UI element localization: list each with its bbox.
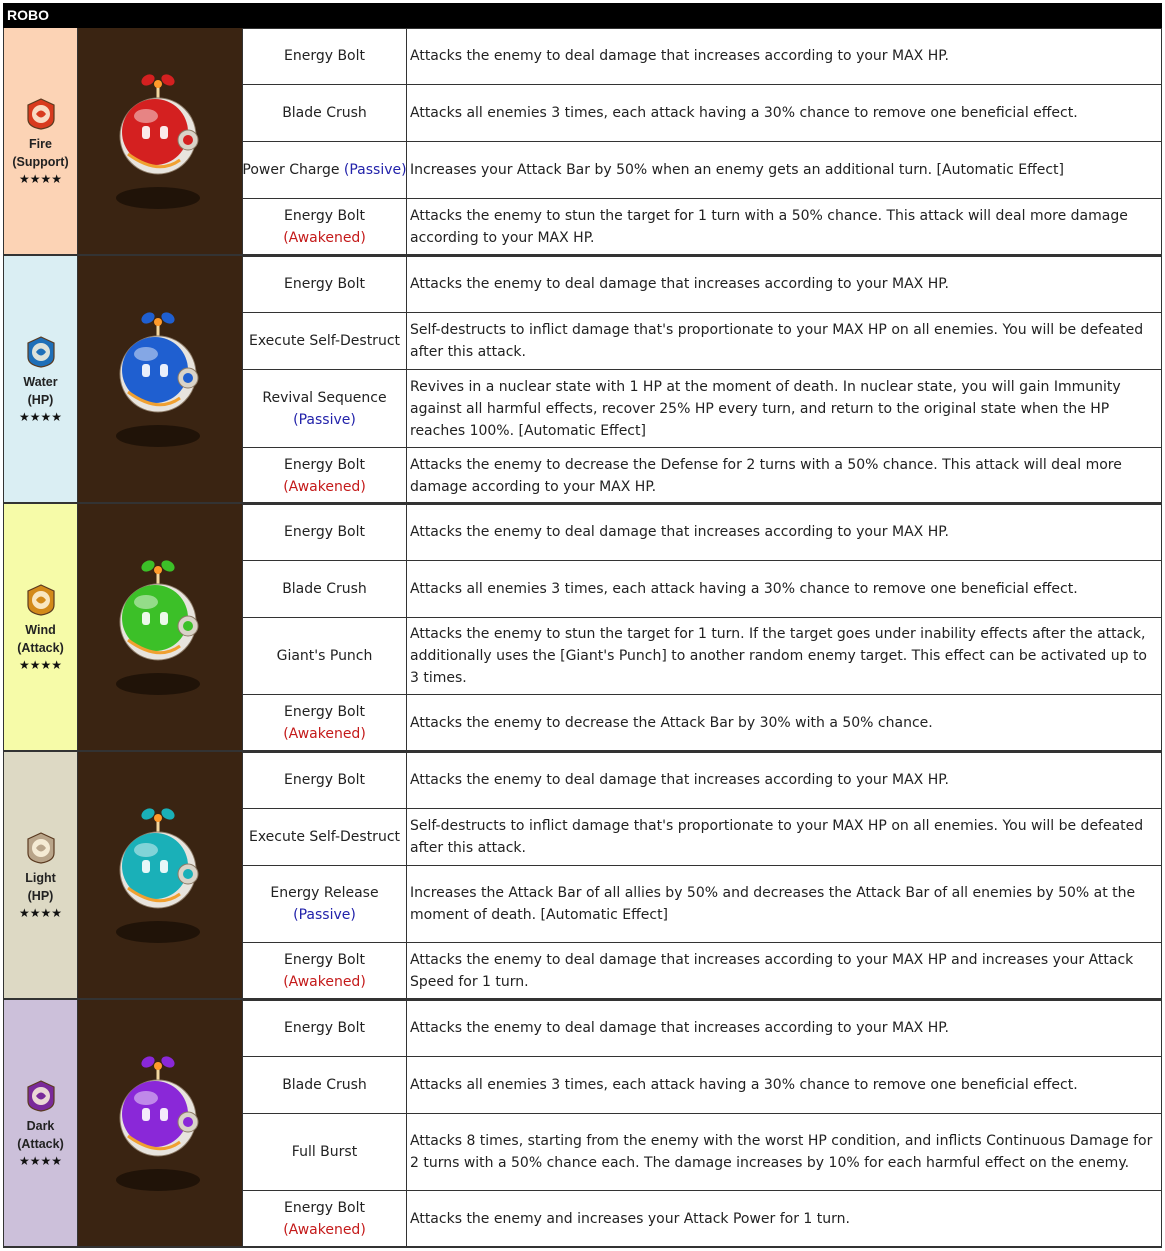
skill-tag-line — [283, 971, 366, 993]
skill-row — [243, 504, 1162, 561]
skill-tag-awakened: (Awakened) — [283, 974, 366, 990]
skill-name — [284, 1197, 365, 1219]
skill-tag-awakened: (Awakened) — [283, 478, 366, 495]
skill-name-cell — [243, 85, 407, 141]
skill-tag-passive: (Passive) — [343, 162, 407, 178]
skill-row — [243, 1000, 1162, 1057]
skill-row — [243, 695, 1162, 752]
skill-name-text: Energy Bolt — [283, 1020, 365, 1036]
skill-description: Attacks the enemy to stun the target for 1 turn with a 50% chance. This attack will deal more damage according to your MAX HP. — [407, 199, 1162, 255]
skill-name-cell — [243, 1000, 407, 1056]
skill-row — [243, 142, 1162, 199]
robo-water-image — [78, 256, 243, 504]
skill-name-text: Execute Self-Destruct — [248, 829, 401, 845]
water-element-icon — [24, 335, 58, 369]
element-cell — [3, 504, 78, 752]
skill-name-text: Energy Bolt — [283, 704, 365, 720]
skill-row — [243, 448, 1162, 504]
skill-tag-passive: (Passive) — [293, 411, 356, 428]
skill-description: Attacks the enemy to deal damage that increases according to your MAX HP. — [407, 504, 1162, 560]
monster-image-cell — [78, 256, 243, 504]
skill-description: Attacks the enemy to deal damage that increases according to your MAX HP and increases your Attack Speed for 1 turn. — [407, 943, 1162, 999]
skill-name-text: Blade Crush — [282, 1077, 367, 1093]
monster-image-cell — [78, 752, 243, 1000]
block-divider — [3, 1246, 1162, 1248]
skill-name — [284, 1017, 365, 1039]
wind-element-icon — [24, 583, 58, 617]
skill-row — [243, 1191, 1162, 1248]
skill-name-text: Blade Crush — [282, 105, 367, 121]
skill-name-cell — [243, 809, 407, 865]
monster-block-wind — [3, 504, 1162, 752]
skill-name-text: Power Charge — [242, 162, 340, 178]
skill-row — [243, 1057, 1162, 1114]
robo-light-image — [78, 752, 243, 1000]
skill-name-cell — [243, 313, 407, 369]
skill-name-text: Energy Bolt — [283, 952, 365, 968]
element-cell — [3, 752, 78, 1000]
element-name: Fire — [29, 137, 52, 151]
skill-name — [262, 387, 386, 409]
element-role: (Attack) — [17, 641, 64, 655]
skill-name-cell — [243, 1057, 407, 1113]
skill-name-text: Energy Bolt — [283, 772, 365, 788]
star-rating: ★★★★ — [18, 410, 63, 424]
light-element-icon — [24, 831, 58, 865]
skill-name — [284, 949, 365, 971]
skill-tag-passive: (Passive) — [293, 907, 356, 923]
skill-tag-line — [283, 227, 366, 249]
robo-skill-table — [3, 3, 1162, 1248]
element-cell — [3, 1000, 78, 1248]
star-rating: ★★★★ — [18, 906, 63, 920]
skill-row — [243, 618, 1162, 695]
skill-description: Attacks all enemies 3 times, each attack having a 30% chance to remove one beneficial effect. — [407, 561, 1162, 617]
skill-description: Revives in a nuclear state with 1 HP at the moment of death. In nuclear state, you will gain Immunity against all harmful effects, recover 25% HP every turn, and return to the original state when the HP reaches 100%. [Automatic Effect] — [407, 370, 1162, 447]
skill-row — [243, 28, 1162, 85]
skill-name — [284, 701, 365, 723]
skill-name — [249, 330, 400, 352]
element-role: (HP) — [27, 889, 54, 903]
skill-name-text: Energy Bolt — [283, 48, 365, 64]
skill-row — [243, 313, 1162, 370]
skill-tag-line — [293, 409, 356, 431]
skill-tag-awakened: (Awakened) — [283, 230, 366, 246]
robo-dark-image — [78, 1000, 243, 1248]
skill-description: Attacks the enemy to deal damage that increases according to your MAX HP. — [407, 1000, 1162, 1056]
skill-description: Attacks the enemy to deal damage that increases according to your MAX HP. — [407, 752, 1162, 808]
skill-name — [292, 1141, 357, 1163]
skill-description: Self-destructs to inflict damage that's proportionate to your MAX HP on all enemies. You will be defeated after this attack. — [407, 313, 1162, 369]
element-name: Light — [25, 871, 56, 885]
star-rating: ★★★★ — [18, 1154, 63, 1168]
monster-block-water — [3, 256, 1162, 504]
skill-name-text: Energy Bolt — [283, 456, 365, 473]
skill-name — [277, 645, 373, 667]
skill-name-text: Energy Bolt — [283, 1200, 365, 1216]
skill-description: Self-destructs to inflict damage that's proportionate to your MAX HP on all enemies. You will be defeated after this attack. — [407, 809, 1162, 865]
skill-name-cell — [243, 618, 407, 694]
robo-fire-image — [78, 28, 243, 256]
skill-name-cell — [243, 752, 407, 808]
element-role: (Support) — [12, 155, 69, 169]
skill-tag-line — [293, 904, 356, 926]
skill-description: Attacks the enemy to decrease the Attack Bar by 30% with a 50% chance. — [407, 695, 1162, 751]
skill-name-cell — [243, 866, 407, 942]
skill-row — [243, 1114, 1162, 1191]
skill-row — [243, 752, 1162, 809]
skill-name-cell — [243, 448, 407, 503]
skill-name — [284, 521, 365, 543]
element-name: Wind — [25, 623, 56, 637]
skill-row — [243, 256, 1162, 313]
skill-row — [243, 370, 1162, 448]
skill-name-text: Revival Sequence — [262, 389, 387, 406]
skill-row — [243, 561, 1162, 618]
monster-image-cell — [78, 1000, 243, 1248]
skill-description: Increases the Attack Bar of all allies by 50% and decreases the Attack Bar of all enemies by 50% at the moment of death. [Automatic Effect] — [407, 866, 1162, 942]
skill-tag-awakened: (Awakened) — [283, 1222, 366, 1238]
skill-name-cell — [243, 256, 407, 312]
skill-name-text: Energy Bolt — [283, 524, 365, 540]
skill-name-cell — [243, 1191, 407, 1247]
skill-name-cell — [243, 199, 407, 255]
skill-name-cell — [243, 28, 407, 84]
star-rating: ★★★★ — [18, 658, 63, 672]
skill-name-cell — [243, 504, 407, 560]
skill-name-text: Giant's Punch — [276, 648, 373, 664]
monster-image-cell — [78, 504, 243, 752]
skill-name — [284, 205, 365, 227]
skill-name-cell — [243, 561, 407, 617]
skill-name-text: Energy Release — [270, 885, 379, 901]
skill-name-cell — [243, 695, 407, 751]
skill-name — [284, 45, 365, 67]
element-name: Water — [23, 375, 58, 389]
monster-image-cell — [78, 28, 243, 256]
skill-name — [249, 826, 400, 848]
skill-name — [242, 159, 406, 181]
skill-description: Attacks all enemies 3 times, each attack having a 30% chance to remove one beneficial effect. — [407, 85, 1162, 141]
skill-name-text: Full Burst — [291, 1144, 358, 1160]
skill-row — [243, 866, 1162, 943]
monster-block-light — [3, 752, 1162, 1000]
skill-name-cell — [243, 370, 407, 447]
skill-name — [282, 578, 367, 600]
element-cell — [3, 28, 78, 256]
skill-row — [243, 85, 1162, 142]
skill-description: Increases your Attack Bar by 50% when an enemy gets an additional turn. [Automatic Effect] — [407, 142, 1162, 198]
skill-tag-line — [283, 723, 366, 745]
fire-element-icon — [24, 97, 58, 131]
skill-description: Attacks all enemies 3 times, each attack having a 30% chance to remove one beneficial effect. — [407, 1057, 1162, 1113]
element-cell — [3, 256, 78, 504]
skill-description: Attacks the enemy to decrease the Defense for 2 turns with a 50% chance. This attack will deal more damage according to your MAX HP. — [407, 448, 1162, 503]
element-name: Dark — [26, 1119, 55, 1133]
skill-name-text: Blade Crush — [282, 581, 367, 597]
skill-name-cell — [243, 943, 407, 999]
skill-row — [243, 199, 1162, 256]
robo-wind-image — [78, 504, 243, 752]
skill-name — [284, 769, 365, 791]
skill-name-text: Energy Bolt — [283, 276, 365, 292]
skill-name-text: Energy Bolt — [283, 208, 365, 224]
skill-name-text: Execute Self-Destruct — [248, 333, 401, 349]
skill-name-cell — [243, 1114, 407, 1190]
skill-tag-line — [283, 1219, 366, 1241]
star-rating: ★★★★ — [18, 172, 63, 186]
element-role: (HP) — [27, 393, 54, 407]
table-title: ROBO — [3, 3, 1162, 28]
skill-name — [282, 102, 367, 124]
skill-tag-line — [283, 476, 366, 498]
monster-block-fire — [3, 28, 1162, 256]
skill-name — [284, 273, 365, 295]
skill-row — [243, 943, 1162, 1000]
skill-description: Attacks the enemy to stun the target for 1 turn. If the target goes under inability effects after the attack, additionally uses the [Giant's Punch] to another random enemy target. This effect can be activated up to 3 times. — [407, 618, 1162, 694]
skill-name — [282, 1074, 367, 1096]
element-role: (Attack) — [17, 1137, 64, 1151]
skill-description: Attacks the enemy to deal damage that increases according to your MAX HP. — [407, 256, 1162, 312]
skill-row — [243, 809, 1162, 866]
monster-block-dark — [3, 1000, 1162, 1248]
skill-name-cell — [243, 142, 407, 198]
dark-element-icon — [24, 1079, 58, 1113]
skill-tag-awakened: (Awakened) — [283, 726, 366, 742]
skill-description: Attacks 8 times, starting from the enemy with the worst HP condition, and inflicts Continuous Damage for 2 turns with a 50% chance each. The damage increases by 10% for each harmful effect on the enemy. — [407, 1114, 1162, 1190]
skill-name — [284, 454, 365, 476]
skill-description: Attacks the enemy to deal damage that increases according to your MAX HP. — [407, 28, 1162, 84]
skill-description: Attacks the enemy and increases your Attack Power for 1 turn. — [407, 1191, 1162, 1247]
skill-name — [270, 882, 378, 904]
